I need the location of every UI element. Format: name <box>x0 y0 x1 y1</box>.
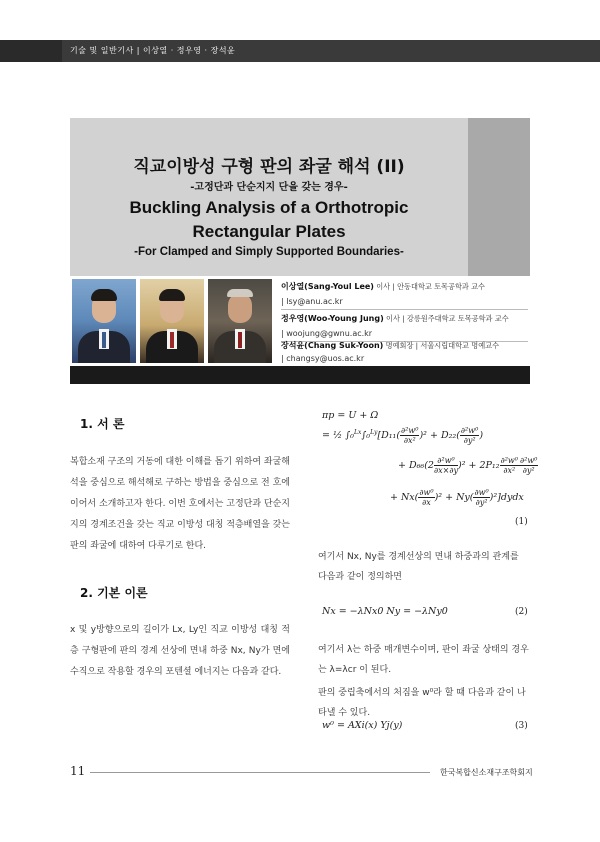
subtitle-english: -For Clamped and Simply Supported Boundaries- <box>134 246 404 258</box>
title-bottom-bar <box>70 366 530 384</box>
section-1-body: 복합소재 구조의 거동에 대한 이해를 돕기 위하여 좌굴해석을 중심으로 해석해로 구하는 방법을 중심으로 전 호에 이어서 소개하고자 한다. 이번 호에서는 고정단과 단순지지의 경계조건을 갖는 직교 이방성 대칭 적층배열을 갖는 판의 좌굴에 대하여 다루기로 한다. <box>70 457 290 551</box>
section-1-title: 1. 서 론 <box>80 417 125 431</box>
page-number: 11 <box>70 764 86 778</box>
author-2-email: | woojung@gwnu.ac.kr <box>281 329 373 338</box>
title-banner-accent <box>468 118 530 276</box>
equation-1-line-3: + D₆₆(2 $\frac{\text{∂²w⁰}}{\partial x\times\partial y}$ )² + 2P₁₂ $\frac{\text{∂²w⁰}}{\text{∂x²}}$ $\frac{\text{∂²w⁰}}{\text{∂y²}}$ <box>398 456 538 475</box>
section-2-title: 2. 기본 이론 <box>80 586 148 600</box>
footer-rule <box>90 772 430 773</box>
author-photo-1 <box>72 279 136 363</box>
equation-3-number: (3) <box>515 721 528 731</box>
divider <box>281 309 528 310</box>
text-after-eq2: 여기서 λ는 하중 매개변수이며, 판이 좌굴 상태의 경우는 λ=λcr 이 된다. <box>318 645 529 675</box>
author-1-email: | lsy@anu.ac.kr <box>281 297 343 306</box>
author-photo-3 <box>208 279 272 363</box>
equation-1-number: (1) <box>515 517 528 527</box>
equation-2: Nx = −λNx0 Ny = −λNy0 <box>322 606 448 617</box>
author-2: 정우영(Woo-Young Jung) 이사 | 강릉원주대학교 토목공학과 교수 <box>281 314 509 323</box>
equation-3: w⁰ = AXi(x) Yj(y) <box>322 720 403 731</box>
header-block <box>0 40 62 62</box>
journal-name: 한국복합신소재구조학회지 <box>440 768 533 777</box>
author-photo-2 <box>140 279 204 363</box>
author-3-email: | changsy@uos.ac.kr <box>281 354 365 363</box>
equation-2-number: (2) <box>515 607 528 617</box>
section-2-body: x 및 y방향으로의 길이가 Lx, Ly인 직교 이방성 대칭 적층 구형판에 판의 경계 선상에 면내 하중 Nx, Ny가 면에 수직으로 작용할 경우의 포텐셜 에너지는 다음과 같다. <box>70 625 290 677</box>
equation-1-line-2: = ½ ∫₀$^{Lx}$∫₀$^{Ly}$[D₁₁( $\frac{\text{∂²w⁰}}{\text{∂x²}}$ )² + D₂₂( $\frac{\text{∂²w⁰}}{\text{∂y²}}$ ) <box>322 426 484 445</box>
equation-1-line-4: + Nx( $\frac{\text{∂w⁰}}{\partial x}$ )² + Ny( $\frac{\text{∂w⁰}}{\text{∂y²}}$ )²]dydx <box>390 488 524 507</box>
text-deflection: 판의 중립축에서의 처짐을 w⁰라 할 때 다음과 같이 나타낼 수 있다. <box>318 688 526 718</box>
title-english-line1: Buckling Analysis of a Orthotropic <box>129 198 409 217</box>
running-title: 기술 및 일반기사 | 이상열 · 정우영 · 장석윤 <box>70 46 236 55</box>
equation-1-line-1: πp = U + Ω <box>322 410 379 421</box>
text-after-eq1: 여기서 Nx, Ny를 경계선상의 면내 하중과의 관계를 다음과 같이 정의하면 <box>318 552 519 582</box>
title-korean: 직교이방성 구형 판의 좌굴 해석 (II) <box>133 157 405 177</box>
subtitle-korean: -고정단과 단순지지 단을 갖는 경우- <box>190 182 348 193</box>
title-english-line2: Rectangular Plates <box>192 222 346 241</box>
author-1: 이상열(Sang-Youl Lee) 이사 | 안동대학교 토목공학과 교수 <box>281 282 486 291</box>
author-3: 장석윤(Chang Suk-Yoon) 명예회장 | 서울시립대학교 명예교수 <box>281 341 500 350</box>
